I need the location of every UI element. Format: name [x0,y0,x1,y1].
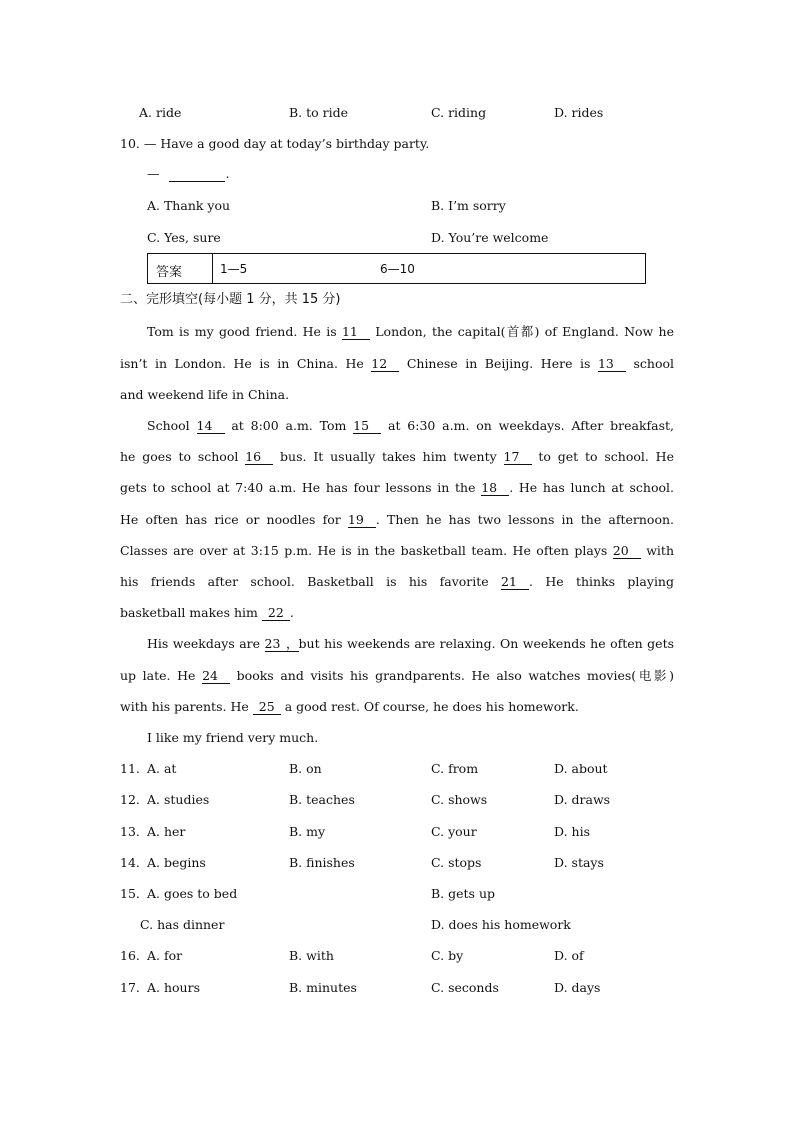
option-c: C. seconds [431,980,499,995]
q9-option-a: A. ride [139,105,182,120]
q10-prompt-line [120,136,429,152]
question-number: 16. [120,948,140,963]
question-number: 15. [120,886,140,901]
option-b: B. my [289,824,326,839]
q10-reply-dash: — [147,166,160,181]
question-number: 11. [120,761,140,776]
option-d: D. his [554,824,590,839]
blank-14: 14 [197,419,225,434]
q9-option-d: D. rides [554,105,604,120]
passage-line: he goes to school 16 bus. It usually takes him twenty 17 to get to school. He [120,449,674,464]
option-a: A. for [147,948,183,963]
q9-option-b: B. to ride [289,105,349,120]
option-d: D. does his homework [431,917,571,932]
passage-line: and weekend life in China. [120,387,290,402]
passage-line: He often has rice or noodles for 19 . Then he has two lessons in the afternoon. [120,512,675,527]
option-b: B. teaches [289,792,355,807]
question-number: 12. [120,792,140,807]
option-d: D. draws [554,792,611,807]
q10-reply-end: . [225,166,230,181]
option-a: A. hours [147,980,200,995]
q10-option-d: D. You’re welcome [431,230,549,245]
answer-label-cell [148,254,213,283]
answer-range-1-5: 1—5 [220,262,248,276]
blank-22: 22 [262,606,290,621]
blank-13: 13 [598,357,626,372]
q10-reply-line [147,166,229,182]
option-c: C. your [431,824,477,839]
option-c: C. shows [431,792,488,807]
option-c: C. has dinner [140,917,225,932]
option-a: A. goes to bed [147,886,238,901]
option-d: D. about [554,761,608,776]
passage-paragraph-4: I like my friend very much. [147,730,319,745]
option-d: D. days [554,980,601,995]
passage-line: his friends after school. Basketball is his favorite 21 . He thinks playing [120,574,674,589]
passage-line: His weekdays are 23，but his weekends are relaxing. On weekends he often gets [147,636,675,651]
passage-line: with his parents. He 25 a good rest. Of course, he does his homework. [120,699,579,714]
question-number: 13. [120,824,140,839]
blank-24: 24 [202,669,230,684]
blank-20: 20 [613,544,641,559]
option-b: B. gets up [431,886,495,901]
q10-answer-blank [169,167,225,182]
blank-21: 21 [501,575,529,590]
q10-option-b: B. I’m sorry [431,198,506,213]
option-b: B. with [289,948,334,963]
q10-option-c: C. Yes, sure [147,230,221,245]
option-c: C. by [431,948,464,963]
passage-line: up late. He 24 books and visits his grandparents. He also watches movies(电影) [120,668,674,683]
option-b: B. on [289,761,322,776]
option-d: D. of [554,948,584,963]
blank-11: 11 [342,325,370,340]
passage-line: Tom is my good friend. He is 11 London, the capital(首都) of England. Now he [147,324,674,339]
option-a: A. her [147,824,186,839]
question-number: 14. [120,855,140,870]
q10-number: 10. [120,136,140,151]
option-a: A. studies [147,792,210,807]
passage-line: isn’t in London. He is in China. He 12 Chinese in Beijing. Here is 13 school [120,356,674,371]
option-a: A. at [147,761,177,776]
option-c: C. from [431,761,479,776]
section-2-title: 二、完形填空(每小题 1 分，共 15 分) [120,292,341,307]
blank-17: 17 [504,450,532,465]
q10-prompt: — Have a good day at today’s birthday party. [143,136,430,151]
option-c: C. stops [431,855,482,870]
blank-19: 19 [348,513,376,528]
blank-23: 23， [264,636,299,651]
q10-option-a: A. Thank you [147,198,231,213]
option-a: A. begins [147,855,206,870]
passage-line: Classes are over at 3:15 p.m. He is in the basketball team. He often plays 20 with [120,543,674,558]
answer-range-6-10: 6—10 [380,262,415,276]
passage-line: basketball makes him 22 . [120,605,294,620]
answer-label: 答案 [156,265,183,280]
blank-15: 15 [353,419,381,434]
passage-line: School 14 at 8:00 a.m. Tom 15 at 6:30 a.m. on weekdays. After breakfast, [147,418,675,433]
option-d: D. stays [554,855,604,870]
question-number: 17. [120,980,140,995]
q9-option-c: C. riding [431,105,487,120]
blank-16: 16 [245,450,273,465]
blank-18: 18 [481,481,509,496]
option-b: B. finishes [289,855,355,870]
blank-12: 12 [371,357,399,372]
blank-25: 25 [253,700,281,715]
option-b: B. minutes [289,980,357,995]
passage-line: gets to school at 7:40 a.m. He has four lessons in the 18 . He has lunch at school. [120,480,674,495]
answer-table [147,253,646,284]
